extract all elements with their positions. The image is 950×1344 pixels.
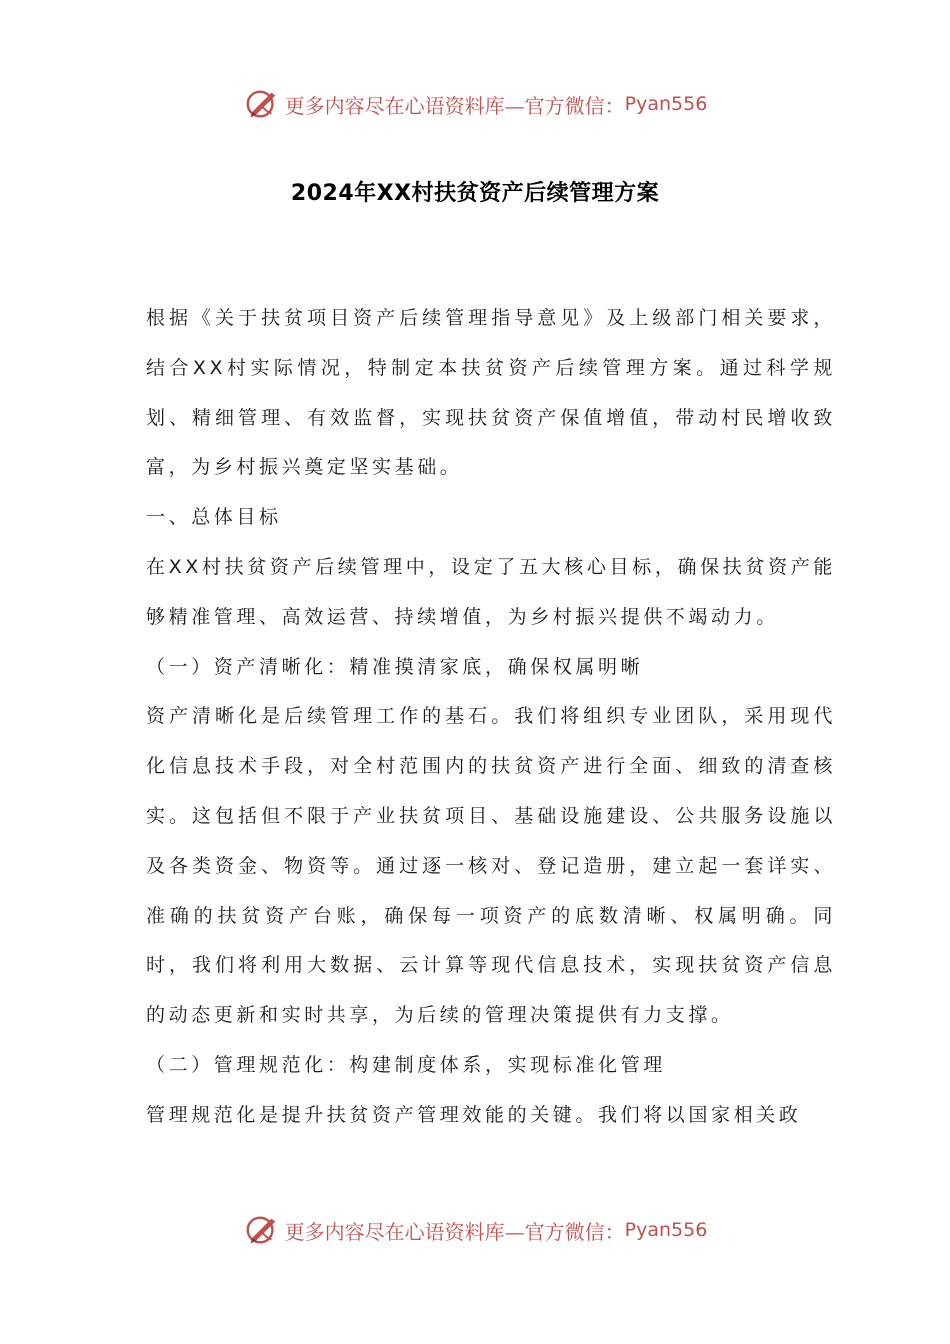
- subsection-heading-2: （二）管理规范化：构建制度体系，实现标准化管理: [146, 1053, 666, 1076]
- watermark-wechat-id: Pyan556: [624, 93, 708, 115]
- goal-paragraph: 在XX村扶贫资产后续管理中，设定了五大核心目标，确保扶贫资产能够精准管理、高效运营、持续增值，为乡村振兴提供不竭动力。: [146, 555, 836, 628]
- watermark-wechat-id: Pyan556: [624, 1219, 708, 1241]
- watermark-header: [0, 84, 950, 124]
- pen-circle-logo-icon: [243, 85, 281, 123]
- watermark-text: 更多内容尽在心语资料库—官方微信：: [284, 93, 625, 118]
- subsection-heading-1: （一）资产清晰化：精准摸清家底，确保权属明晰: [146, 655, 644, 678]
- document-title: 2024年XX村扶贫资产后续管理方案: [290, 181, 660, 206]
- management-paragraph: 管理规范化是提升扶贫资产管理效能的关键。我们将以国家相关政: [146, 1103, 802, 1126]
- document-body: [146, 294, 836, 1141]
- watermark-text: 更多内容尽在心语资料库—官方微信：: [284, 1219, 625, 1244]
- pen-circle-logo-icon: [243, 1211, 281, 1249]
- section-heading-1: 一、总体目标: [146, 506, 282, 529]
- intro-paragraph: 根据《关于扶贫项目资产后续管理指导意见》及上级部门相关要求，结合XX村实际情况，特制定本扶贫资产后续管理方案。通过科学规划、精细管理、有效监督，实现扶贫资产保值增值，带动村民增收致富，为乡村振兴奠定坚实基础。: [146, 307, 836, 479]
- watermark-footer: [0, 1210, 950, 1250]
- asset-clarity-paragraph: 资产清晰化是后续管理工作的基石。我们将组织专业团队，采用现代化信息技术手段，对全村范围内的扶贫资产进行全面、细致的清查核实。这包括但不限于产业扶贫项目、基础设施建设、公共服务设施以及各类资金、物资等。通过逐一核对、登记造册，建立起一套详实、准确的扶贫资产台账，确保每一项资产的底数清晰、权属明确。同时，我们将利用大数据、云计算等现代信息技术，实现扶贫资产信息的动态更新和实时共享，为后续的管理决策提供有力支撑。: [146, 705, 836, 1027]
